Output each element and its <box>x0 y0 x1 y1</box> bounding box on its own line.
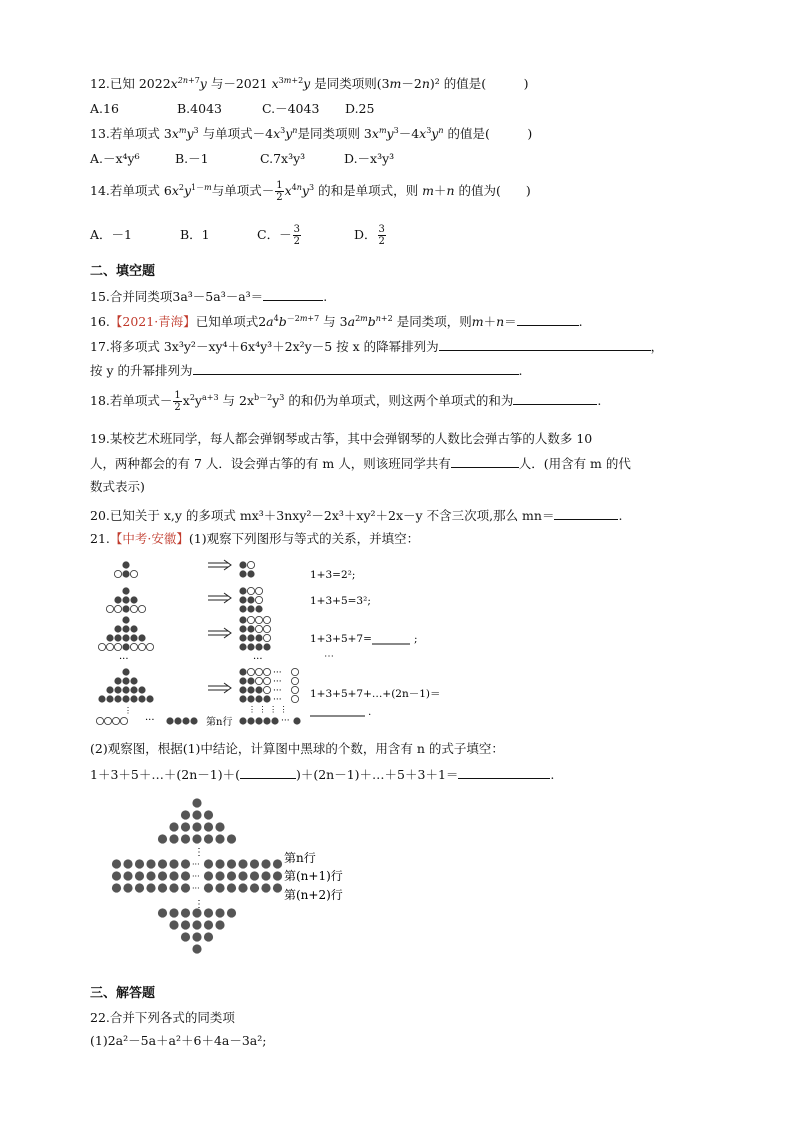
black-ball <box>112 871 121 880</box>
vertical-ellipsis: ⋮ <box>194 847 204 858</box>
fraction: $\frac{1}{2}$ <box>276 180 283 203</box>
question-21: 21.【中考·安徽】(1)观察下列图形与等式的关系，并填空： <box>90 531 420 546</box>
answer-blank[interactable] <box>554 506 618 520</box>
black-ball <box>123 871 132 880</box>
square-1 <box>239 561 254 577</box>
svg-text:···: ··· <box>253 654 263 665</box>
black-ball <box>192 920 201 929</box>
black-ball <box>169 920 178 929</box>
section-answer: 三、解答题 <box>90 986 156 1001</box>
black-ball <box>204 822 213 831</box>
question-19-line-3: 数式表示) <box>90 479 145 494</box>
square-n <box>239 668 300 726</box>
black-ball <box>123 859 132 868</box>
arrow-icons <box>208 560 231 693</box>
black-ball <box>215 859 224 868</box>
black-ball <box>181 822 190 831</box>
black-ball <box>215 920 224 929</box>
black-ball <box>215 908 224 917</box>
black-ball <box>204 883 213 892</box>
svg-text:···: ··· <box>145 715 155 726</box>
triangle-2 <box>106 587 145 612</box>
svg-text:···: ··· <box>273 695 282 705</box>
black-ball <box>215 883 224 892</box>
black-ball <box>169 859 178 868</box>
black-ball <box>204 810 213 819</box>
answer-blank[interactable] <box>263 287 323 301</box>
black-ball <box>135 871 144 880</box>
horizontal-ellipsis: ··· <box>192 860 200 869</box>
black-ball <box>158 871 167 880</box>
black-ball <box>192 932 201 941</box>
black-ball <box>169 822 178 831</box>
black-ball <box>192 822 201 831</box>
option-b: B.4043 <box>177 101 222 116</box>
equation-1: 1+3=2²; <box>310 569 356 581</box>
answer-blank[interactable] <box>517 312 579 326</box>
black-ball <box>135 883 144 892</box>
question-14-options <box>90 222 387 248</box>
black-ball <box>181 834 190 843</box>
answer-blank[interactable] <box>439 337 651 351</box>
question-13: 13.若单项式 $3x^my^3$ 与单项式$-4x^3y^n$是同类项则 $3x^my^3-4x^3y^n$ 的值是( ) <box>90 126 533 141</box>
black-ball <box>250 859 259 868</box>
question-20: 20.已知关于 x,y 的多项式 mx³＋3nxy²－2x³＋xy²＋2x－y 不含三次项,那么 mn＝ . <box>90 508 623 523</box>
question-17: 17.将多项式 3x³y²－xy⁴＋6x⁴y³＋2x²y－5 按 x 的降幂排列为 ， <box>90 339 664 354</box>
black-ball <box>250 883 259 892</box>
black-ball <box>158 834 167 843</box>
black-ball <box>112 859 121 868</box>
option-a: A.－x⁴y⁶ <box>90 151 140 166</box>
answer-blank[interactable] <box>240 765 296 779</box>
black-ball <box>158 883 167 892</box>
black-ball <box>181 908 190 917</box>
black-ball <box>192 834 201 843</box>
black-ball <box>227 908 236 917</box>
black-ball <box>181 871 190 880</box>
option-c: C.7x³y³ <box>260 151 306 166</box>
black-ball <box>204 859 213 868</box>
answer-blank[interactable] <box>513 391 597 405</box>
black-ball <box>261 871 270 880</box>
black-ball <box>181 920 190 929</box>
question-18: 18.若单项式－ $\frac{1}{2}$ $x^2y^{a+3}$ 与 $2x^{b-2}y^3$ 的和仍为单项式，则这两个单项式的和为 . <box>90 390 602 413</box>
black-ball <box>261 883 270 892</box>
black-ball <box>227 883 236 892</box>
option-d: D.－x³y³ <box>344 151 395 166</box>
black-ball <box>227 834 236 843</box>
answer-blank[interactable] <box>458 765 550 779</box>
black-ball <box>181 932 190 941</box>
question-22: 22.合并下列各式的同类项 <box>90 1010 235 1025</box>
black-ball <box>227 871 236 880</box>
question-21-part-2: (2)观察图，根据(1)中结论，计算图中黑球的个数，用含有 n 的式子填空： <box>90 741 504 756</box>
answer-blank[interactable] <box>451 454 519 468</box>
vertical-ellipsis: ⋮ <box>194 899 204 910</box>
row-n-label: 第n行 <box>206 717 233 728</box>
svg-text:···: ··· <box>281 716 290 726</box>
black-ball <box>238 871 247 880</box>
black-ball <box>204 908 213 917</box>
black-ball <box>158 908 167 917</box>
option-d: D.25 <box>345 101 375 116</box>
triangle-3 <box>98 616 153 650</box>
question-14: 14.若单项式 $6x^2y^{1-m}$与单项式－ $\frac{1}{2}$ $x^{4n}y^3$ 的和是单项式，则 m＋n 的值为( ) <box>90 180 531 203</box>
svg-text:;: ; <box>414 633 418 645</box>
black-ball <box>192 944 201 953</box>
option-b: B.－1 <box>175 151 209 166</box>
black-ball <box>146 859 155 868</box>
equation-3: 1+3+5+7= <box>310 633 372 645</box>
svg-text:⋯: ⋯ <box>324 651 334 662</box>
ellipsis: ··· <box>119 654 129 665</box>
black-ball <box>204 920 213 929</box>
black-ball <box>146 871 155 880</box>
svg-text:⋮ ⋮ ⋮ ⋮: ⋮ ⋮ ⋮ ⋮ <box>248 705 288 714</box>
option-a: A.16 <box>90 101 119 116</box>
black-ball <box>135 859 144 868</box>
black-ball <box>169 883 178 892</box>
square-2 <box>239 587 262 612</box>
question-15: 15.合并同类项3a³－5a³－a³＝ . <box>90 289 328 304</box>
svg-text:⋮: ⋮ <box>124 706 132 715</box>
question-12-options <box>90 100 374 118</box>
question-17-line-2: 按 y 的升幂排列为 . <box>90 363 523 378</box>
diamond-dot-figure <box>110 795 380 955</box>
black-ball <box>215 834 224 843</box>
black-ball <box>192 798 201 807</box>
black-ball <box>192 810 201 819</box>
black-ball <box>181 810 190 819</box>
black-ball <box>169 834 178 843</box>
option-c: C.－4043 <box>262 101 320 116</box>
black-ball <box>169 908 178 917</box>
question-19: 19.某校艺术班同学，每人都会弹钢琴或古筝，其中会弹钢琴的人数比会弹古筝的人数多 10 <box>90 431 593 446</box>
horizontal-ellipsis: ··· <box>192 872 200 881</box>
label-row-n-plus-2: 第(n+2)行 <box>284 888 343 902</box>
black-ball <box>238 883 247 892</box>
black-ball <box>204 834 213 843</box>
black-ball <box>123 883 132 892</box>
svg-text:···: ··· <box>273 677 282 687</box>
label-row-n: 第n行 <box>284 851 316 865</box>
black-ball <box>204 932 213 941</box>
dot-pattern-figure-1 <box>90 555 460 730</box>
triangle-1 <box>114 561 137 577</box>
black-ball <box>273 871 282 880</box>
label-row-n-plus-1: 第(n+1)行 <box>284 869 343 883</box>
option-b: B．1 <box>180 227 210 242</box>
triangle-n <box>96 668 197 726</box>
equation-2: 1+3+5=3²; <box>310 595 371 607</box>
question-13-options <box>90 150 394 168</box>
black-ball <box>181 883 190 892</box>
svg-text:.: . <box>368 706 372 718</box>
option-c: C．－ $\frac{3}{2}$ <box>257 224 300 247</box>
square-3 <box>239 616 270 650</box>
question-16: 16.【2021·青海】已知单项式$2a^4b^{-2m+7}$ 与 $3a^{2m}b^{n+2}$ 是同类项，则m＋n＝ . <box>90 314 583 329</box>
black-ball <box>158 859 167 868</box>
option-a: A．－1 <box>90 227 132 242</box>
question-21-sum: 1＋3＋5＋…＋(2n－1)＋( )＋(2n－1)＋…＋5＋3＋1＝ . <box>90 767 555 782</box>
black-ball <box>204 871 213 880</box>
question-12: 12.已知 $2022x^{2n+7}y$ 与－2021 $x^{3m+2}y$ 是同类项则(3m－2n)² 的值是( ) <box>90 76 529 91</box>
black-ball <box>238 859 247 868</box>
black-ball <box>215 871 224 880</box>
black-ball <box>273 883 282 892</box>
question-19-line-2: 人，两种都会的有 7 人．设会弹古筝的有 m 人，则该班同学共有 人．(用含有 m 的代 <box>90 456 631 471</box>
svg-text:···: ··· <box>273 668 282 678</box>
black-ball <box>169 871 178 880</box>
question-22-item-1: (1)2a²－5a＋a²＋6＋4a－3a²; <box>90 1033 267 1048</box>
black-ball <box>215 822 224 831</box>
black-ball <box>146 883 155 892</box>
svg-text:···: ··· <box>273 686 282 696</box>
black-ball <box>261 859 270 868</box>
black-ball <box>181 859 190 868</box>
black-ball <box>112 883 121 892</box>
equation-4: 1+3+5+7+…+(2n－1)＝ <box>310 688 441 700</box>
black-ball <box>273 859 282 868</box>
option-d: D． $\frac{3}{2}$ <box>354 224 385 247</box>
black-ball <box>250 871 259 880</box>
horizontal-ellipsis: ··· <box>192 884 200 893</box>
answer-blank[interactable] <box>193 361 519 375</box>
black-ball <box>227 859 236 868</box>
section-fill-in: 二、填空题 <box>90 264 156 279</box>
